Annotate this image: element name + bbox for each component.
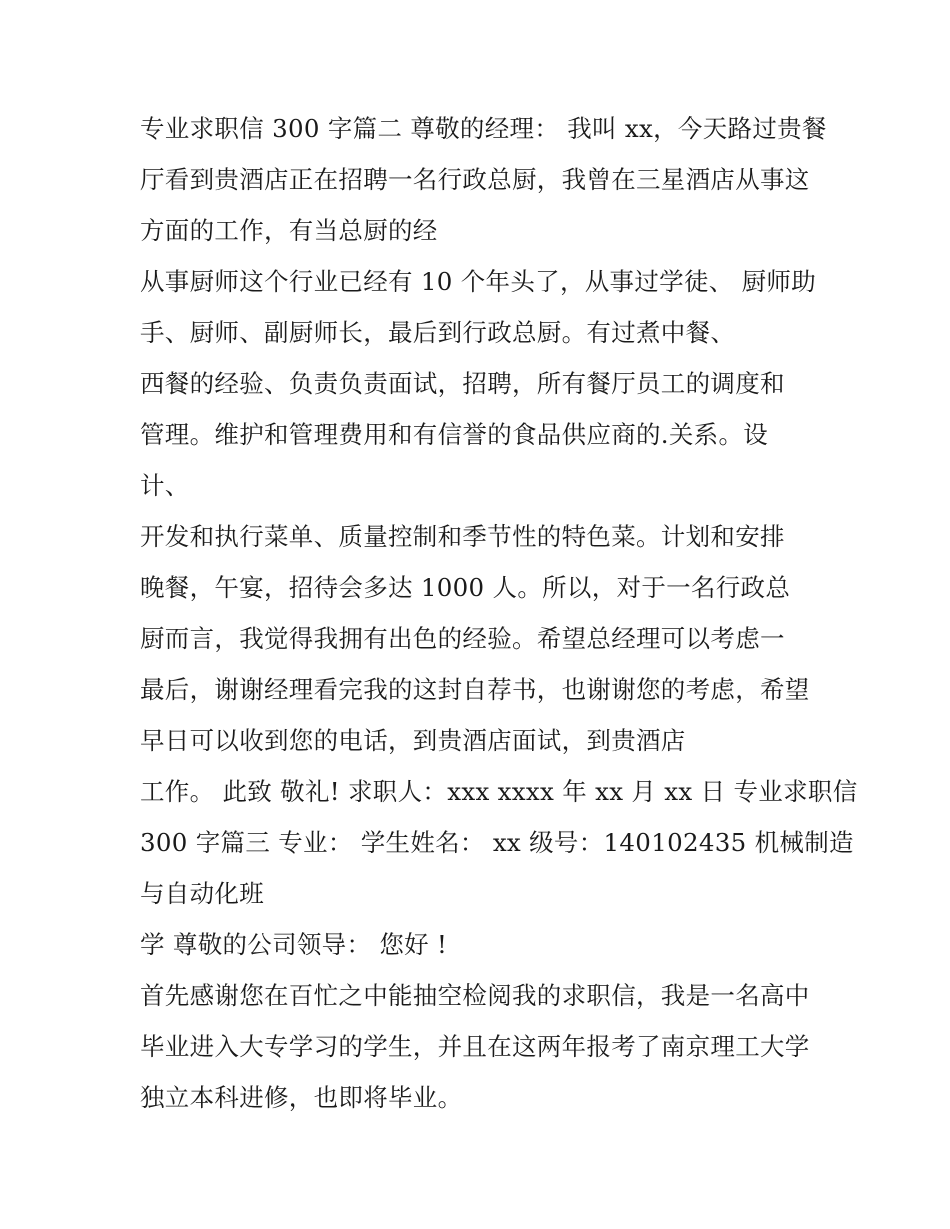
text-line: 方面的工作，有当总厨的经 xyxy=(140,216,438,245)
text-line: 开发和执行菜单、质量控制和季节性的特色菜。计划和安排 xyxy=(140,522,785,551)
text-line: 独立本科进修，也即将毕业。 xyxy=(140,1083,463,1112)
text-line: 厨而言，我觉得我拥有出色的经验。希望总经理可以考虑一 xyxy=(140,624,785,653)
text-line: 手、厨师、副厨师长，最后到行政总厨。有过煮中餐、 xyxy=(140,318,736,347)
text-line: 晚餐，午宴，招待会多达 1000 人。所以，对于一名行政总 xyxy=(140,573,791,602)
text-line: 与自动化班 xyxy=(140,879,264,908)
text-line: 学 尊敬的公司领导： 您好 ! xyxy=(140,930,448,959)
text-line: 早日可以收到您的电话，到贵酒店面试，到贵酒店 xyxy=(140,726,686,755)
text-line: 从事厨师这个行业已经有 10 个年头了，从事过学徒、 厨师助 xyxy=(140,267,817,296)
text-line: 西餐的经验、负责负责面试，招聘，所有餐厅员工的调度和 xyxy=(140,369,785,398)
text-line: 管理。维护和管理费用和有信誉的食品供应商的.关系。设 xyxy=(140,420,769,449)
text-line: 工作。 此致 敬礼! 求职人：xxx xxxx 年 xx 月 xx 日 专业求职信 xyxy=(140,777,858,806)
text-line: 300 字篇三 专业： 学生姓名： xx 级号：140102435 机械制造 xyxy=(140,828,854,857)
text-line: 最后，谢谢经理看完我的这封自荐书，也谢谢您的考虑，希望 xyxy=(140,675,810,704)
text-line: 专业求职信 300 字篇二 尊敬的经理： 我叫 xx，今天路过贵餐 xyxy=(140,114,827,143)
text-line: 厅看到贵酒店正在招聘一名行政总厨，我曾在三星酒店从事这 xyxy=(140,165,810,194)
text-line: 首先感谢您在百忙之中能抽空检阅我的求职信，我是一名高中 xyxy=(140,981,810,1010)
text-line: 毕业进入大专学习的学生，并且在这两年报考了南京理工大学 xyxy=(140,1032,810,1061)
text-line: 计、 xyxy=(140,471,190,500)
